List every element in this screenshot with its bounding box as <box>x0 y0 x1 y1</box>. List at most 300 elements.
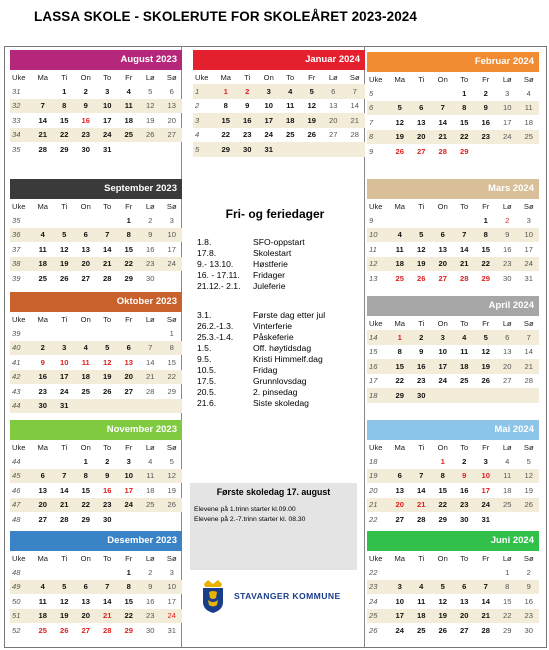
day-cell: 11 <box>417 596 426 606</box>
legend-text: SFO-oppstart <box>253 237 305 247</box>
week-row <box>367 469 539 484</box>
first-day-info <box>190 483 357 570</box>
week-number: 31 <box>12 86 21 96</box>
day-cell: 2 <box>105 456 110 466</box>
week-number: 48 <box>12 514 21 524</box>
month-calendar <box>367 531 539 638</box>
day-cell: 3 <box>266 86 271 96</box>
weekday-label: Ti <box>61 553 68 563</box>
day-cell: 8 <box>83 471 88 481</box>
day-cell: 27 <box>460 625 469 635</box>
day-cell: 5 <box>483 332 488 342</box>
day-cell: 28 <box>460 273 469 283</box>
weekday-header <box>10 551 182 565</box>
legend-item <box>190 376 360 387</box>
day-cell: 11 <box>460 347 469 357</box>
day-cell: 26 <box>167 500 176 510</box>
day-cell: 15 <box>481 244 490 254</box>
day-cell: 20 <box>167 115 176 125</box>
week-number: 9 <box>369 146 374 156</box>
day-cell: 21 <box>524 361 533 371</box>
weekday-label: Ti <box>418 442 425 452</box>
day-cell: 6 <box>169 86 174 96</box>
weekday-label: Lø <box>502 553 512 563</box>
legend-text: Kristi Himmelf.dag <box>253 354 323 364</box>
day-cell: 11 <box>81 357 90 367</box>
day-cell: 22 <box>124 611 133 621</box>
day-cell: 16 <box>146 596 155 606</box>
legend-text: Juleferie <box>253 281 286 291</box>
weekday-label: Ti <box>418 201 425 211</box>
day-cell: 18 <box>81 372 90 382</box>
day-cell: 19 <box>307 115 316 125</box>
weekday-label: Ti <box>61 201 68 211</box>
day-cell: 4 <box>526 88 531 98</box>
weekday-label: Sø <box>523 442 534 452</box>
day-cell: 9 <box>83 101 88 111</box>
weekday-label: Uke <box>369 442 383 452</box>
day-cell: 29 <box>81 514 90 524</box>
weekday-label: Sø <box>166 553 177 563</box>
month-header: Oktober 2023 <box>10 292 182 312</box>
day-cell: 17 <box>438 361 447 371</box>
day-cell: 8 <box>505 582 510 592</box>
week-row <box>10 228 182 243</box>
legend-text: 2. pinsedag <box>253 387 298 397</box>
legend-date: 17.8. <box>197 248 217 258</box>
week-row <box>367 345 539 360</box>
week-number: 17 <box>369 376 378 386</box>
day-cell: 24 <box>438 376 447 386</box>
weekday-label: Ma <box>37 553 49 563</box>
month-calendar <box>10 420 182 527</box>
weekday-label: Lø <box>502 201 512 211</box>
day-cell: 3 <box>169 215 174 225</box>
day-cell: 1 <box>440 456 445 466</box>
week-number: 20 <box>369 485 378 495</box>
week-row <box>10 242 182 257</box>
day-cell: 29 <box>395 390 404 400</box>
day-cell: 28 <box>38 144 47 154</box>
week-number: 48 <box>12 567 21 577</box>
day-cell: 2 <box>505 215 510 225</box>
logo-text: STAVANGER KOMMUNE <box>234 591 341 601</box>
legend-text: Fridag <box>253 365 278 375</box>
day-cell: 21 <box>103 611 112 621</box>
week-number: 21 <box>369 500 378 510</box>
day-cell: 9 <box>483 103 488 113</box>
day-cell: 28 <box>146 386 155 396</box>
week-row <box>193 84 365 99</box>
day-cell: 16 <box>460 485 469 495</box>
week-number: 35 <box>12 215 21 225</box>
weekday-label: Ti <box>244 72 251 82</box>
day-cell: 5 <box>169 456 174 466</box>
week-number: 44 <box>12 401 21 411</box>
week-number: 35 <box>12 144 21 154</box>
day-cell: 7 <box>105 582 110 592</box>
day-cell: 9 <box>148 582 153 592</box>
week-row <box>367 498 539 513</box>
day-cell: 13 <box>167 101 176 111</box>
month-header: Mai 2024 <box>367 420 539 440</box>
week-number: 13 <box>369 273 378 283</box>
legend-date: 9.5. <box>197 354 212 364</box>
day-cell: 30 <box>146 625 155 635</box>
day-cell: 18 <box>124 115 133 125</box>
week-number: 36 <box>12 230 21 240</box>
day-cell: 20 <box>81 259 90 269</box>
week-row <box>367 580 539 595</box>
legend-text: Påskeferie <box>253 332 294 342</box>
day-cell: 25 <box>503 500 512 510</box>
day-cell: 21 <box>438 132 447 142</box>
weekday-label: Fr <box>482 553 490 563</box>
day-cell: 2 <box>40 343 45 353</box>
week-number: 47 <box>12 500 21 510</box>
day-cell: 25 <box>460 376 469 386</box>
week-row <box>367 130 539 145</box>
day-cell: 18 <box>417 611 426 621</box>
week-row <box>10 213 182 228</box>
day-cell: 25 <box>124 130 133 140</box>
day-cell: 11 <box>38 244 47 254</box>
day-cell: 8 <box>397 347 402 357</box>
legend-item <box>190 387 360 398</box>
weekday-label: On <box>80 314 91 324</box>
day-cell: 6 <box>505 332 510 342</box>
week-number: 45 <box>12 471 21 481</box>
day-cell: 6 <box>397 471 402 481</box>
day-cell: 14 <box>38 115 47 125</box>
day-cell: 26 <box>60 625 69 635</box>
day-cell: 13 <box>395 485 404 495</box>
day-cell: 2 <box>462 456 467 466</box>
weekday-label: To <box>103 442 112 452</box>
day-cell: 15 <box>124 244 133 254</box>
day-cell: 8 <box>169 343 174 353</box>
legend-text: Off. høytidsdag <box>253 343 312 353</box>
week-row <box>10 498 182 513</box>
legend-date: 1.8. <box>197 237 212 247</box>
week-row <box>367 144 539 159</box>
day-cell: 6 <box>440 230 445 240</box>
month-calendar <box>367 296 539 403</box>
week-row <box>367 115 539 130</box>
day-cell: 13 <box>38 485 47 495</box>
day-cell: 1 <box>126 215 131 225</box>
day-cell: 25 <box>286 130 295 140</box>
week-row <box>10 128 182 143</box>
week-number: 49 <box>12 582 21 592</box>
day-cell: 28 <box>417 514 426 524</box>
day-cell: 4 <box>462 332 467 342</box>
weekday-label: Uke <box>12 553 26 563</box>
week-number: 23 <box>369 582 378 592</box>
day-cell: 5 <box>526 456 531 466</box>
week-number: 4 <box>195 130 200 140</box>
month-calendar <box>367 179 539 286</box>
day-cell: 13 <box>417 117 426 127</box>
day-cell: 30 <box>503 273 512 283</box>
weekday-header <box>10 312 182 326</box>
month-calendar <box>367 52 539 159</box>
day-cell: 21 <box>350 115 359 125</box>
day-cell: 19 <box>60 259 69 269</box>
day-cell: 8 <box>462 103 467 113</box>
week-number: 11 <box>369 244 377 254</box>
day-cell: 13 <box>460 596 469 606</box>
weekday-label: On <box>437 318 448 328</box>
legend-text: Siste skoledag <box>253 398 309 408</box>
legend-item <box>190 310 360 321</box>
week-row <box>10 565 182 580</box>
day-cell: 19 <box>524 485 533 495</box>
day-cell: 12 <box>307 101 316 111</box>
day-cell: 2 <box>245 86 250 96</box>
week-number: 43 <box>12 386 21 396</box>
day-cell: 20 <box>395 500 404 510</box>
day-cell: 25 <box>38 625 47 635</box>
legend-text: Første dag etter jul <box>253 310 326 320</box>
week-number: 50 <box>12 596 21 606</box>
day-cell: 5 <box>62 582 67 592</box>
weekday-label: Ma <box>37 201 49 211</box>
weekday-label: Fr <box>482 201 490 211</box>
week-number: 46 <box>12 485 21 495</box>
weekday-label: Sø <box>166 442 177 452</box>
day-cell: 15 <box>503 596 512 606</box>
day-cell: 18 <box>38 611 47 621</box>
day-cell: 20 <box>417 132 426 142</box>
day-cell: 9 <box>462 471 467 481</box>
day-cell: 15 <box>395 361 404 371</box>
day-cell: 22 <box>60 130 69 140</box>
weekday-label: Lø <box>145 553 155 563</box>
day-cell: 11 <box>503 471 512 481</box>
day-cell: 18 <box>286 115 295 125</box>
weekday-label: Fr <box>125 314 133 324</box>
day-cell: 20 <box>438 259 447 269</box>
week-number: 10 <box>369 230 378 240</box>
day-cell: 22 <box>503 611 512 621</box>
day-cell: 7 <box>483 582 488 592</box>
day-cell: 11 <box>286 101 295 111</box>
day-cell: 14 <box>460 244 469 254</box>
day-cell: 27 <box>81 273 90 283</box>
legend-date: 17.5. <box>197 376 217 386</box>
legend-text: Skolestart <box>253 248 292 258</box>
day-cell: 9 <box>245 101 250 111</box>
day-cell: 30 <box>81 144 90 154</box>
legend-text: Fridager <box>253 270 285 280</box>
weekday-label: Fr <box>482 318 490 328</box>
day-cell: 25 <box>38 273 47 283</box>
weekday-label: Uke <box>12 442 26 452</box>
weekday-label: Lø <box>145 442 155 452</box>
day-cell: 23 <box>524 611 533 621</box>
day-cell: 23 <box>481 132 490 142</box>
week-row <box>10 580 182 595</box>
day-cell: 31 <box>167 625 176 635</box>
day-cell: 4 <box>148 456 153 466</box>
legend-date: 9.- 13.10. <box>197 259 234 269</box>
day-cell: 21 <box>481 611 490 621</box>
weekday-label: To <box>460 318 469 328</box>
weekday-label: To <box>103 201 112 211</box>
weekday-label: On <box>437 553 448 563</box>
weekday-label: To <box>460 553 469 563</box>
weekday-label: Ma <box>220 72 232 82</box>
day-cell: 24 <box>103 130 112 140</box>
day-cell: 4 <box>40 230 45 240</box>
weekday-header <box>10 440 182 454</box>
day-cell: 29 <box>481 273 490 283</box>
day-cell: 27 <box>38 514 47 524</box>
day-cell: 23 <box>503 259 512 269</box>
day-cell: 14 <box>481 596 490 606</box>
day-cell: 29 <box>124 273 133 283</box>
legend-text: Høstferie <box>253 259 288 269</box>
info-line-1: Elevene på 1.trinn starter kl.09.00 <box>194 506 296 513</box>
day-cell: 4 <box>83 343 88 353</box>
weekday-header <box>367 199 539 213</box>
day-cell: 19 <box>103 372 112 382</box>
day-cell: 17 <box>103 115 112 125</box>
month-calendar <box>10 292 182 413</box>
legend-item <box>190 281 360 292</box>
day-cell: 10 <box>524 230 533 240</box>
day-cell: 8 <box>223 101 228 111</box>
info-line-2: Elevene på 2.-7.trinn starter kl. 08.30 <box>194 516 306 523</box>
day-cell: 24 <box>481 500 490 510</box>
day-cell: 26 <box>60 273 69 283</box>
day-cell: 5 <box>419 230 424 240</box>
week-row <box>193 99 365 114</box>
day-cell: 5 <box>148 86 153 96</box>
day-cell: 16 <box>103 485 112 495</box>
info-heading: Første skoledag 17. august <box>216 487 331 497</box>
day-cell: 11 <box>124 101 133 111</box>
month-header: Januar 2024 <box>193 50 365 70</box>
day-cell: 23 <box>146 259 155 269</box>
month-calendar <box>193 50 365 157</box>
week-row <box>10 454 182 469</box>
week-row <box>10 355 182 370</box>
week-row <box>10 384 182 399</box>
holiday-legend <box>190 179 360 409</box>
day-cell: 24 <box>524 259 533 269</box>
week-row <box>10 370 182 385</box>
weekday-label: On <box>80 442 91 452</box>
weekday-label: On <box>80 201 91 211</box>
week-row <box>193 128 365 143</box>
day-cell: 3 <box>440 332 445 342</box>
day-cell: 20 <box>124 372 133 382</box>
day-cell: 8 <box>62 101 67 111</box>
month-calendar <box>367 420 539 527</box>
week-row <box>10 84 182 99</box>
day-cell: 19 <box>167 485 176 495</box>
month-header: Desember 2023 <box>10 531 182 551</box>
day-cell: 20 <box>329 115 338 125</box>
day-cell: 17 <box>503 117 512 127</box>
weekday-label: On <box>437 74 448 84</box>
day-cell: 23 <box>417 376 426 386</box>
week-number: 41 <box>12 357 21 367</box>
day-cell: 21 <box>146 372 155 382</box>
day-cell: 14 <box>438 117 447 127</box>
legend-date: 21.12.- 2.1. <box>197 281 241 291</box>
legend-text: Grunnlovsdag <box>253 376 307 386</box>
day-cell: 15 <box>60 115 69 125</box>
weekday-label: Fr <box>125 442 133 452</box>
week-number: 2 <box>195 101 200 111</box>
day-cell: 22 <box>481 259 490 269</box>
day-cell: 5 <box>397 103 402 113</box>
weekday-label: Lø <box>502 442 512 452</box>
day-cell: 19 <box>60 611 69 621</box>
day-cell: 6 <box>462 582 467 592</box>
day-cell: 25 <box>395 273 404 283</box>
weekday-label: Lø <box>502 74 512 84</box>
day-cell: 29 <box>221 144 230 154</box>
day-cell: 28 <box>350 130 359 140</box>
day-cell: 10 <box>503 103 512 113</box>
legend-item <box>190 270 360 281</box>
day-cell: 14 <box>417 485 426 495</box>
day-cell: 30 <box>417 390 426 400</box>
day-cell: 25 <box>146 500 155 510</box>
week-number: 7 <box>369 117 374 127</box>
day-cell: 28 <box>60 514 69 524</box>
day-cell: 5 <box>105 343 110 353</box>
legend-date: 26.2.-1.3. <box>197 321 234 331</box>
day-cell: 13 <box>124 357 133 367</box>
week-row <box>10 594 182 609</box>
weekday-label: Ma <box>37 72 49 82</box>
week-row <box>10 512 182 527</box>
weekday-label: Uke <box>12 314 26 324</box>
weekday-header <box>193 70 365 84</box>
week-row <box>367 213 539 228</box>
day-cell: 24 <box>264 130 273 140</box>
week-row <box>10 326 182 341</box>
weekday-label: Ti <box>61 72 68 82</box>
week-row <box>367 257 539 272</box>
day-cell: 2 <box>526 567 531 577</box>
day-cell: 22 <box>167 372 176 382</box>
weekday-label: Lø <box>145 314 155 324</box>
day-cell: 26 <box>481 376 490 386</box>
day-cell: 10 <box>438 347 447 357</box>
day-cell: 16 <box>417 361 426 371</box>
day-cell: 25 <box>524 132 533 142</box>
day-cell: 24 <box>167 259 176 269</box>
week-number: 22 <box>369 567 378 577</box>
day-cell: 18 <box>460 361 469 371</box>
day-cell: 16 <box>146 244 155 254</box>
week-number: 5 <box>369 88 374 98</box>
week-number: 52 <box>12 625 21 635</box>
month-header: Februar 2024 <box>367 52 539 72</box>
day-cell: 19 <box>417 259 426 269</box>
day-cell: 2 <box>483 88 488 98</box>
day-cell: 23 <box>103 500 112 510</box>
day-cell: 6 <box>83 230 88 240</box>
weekday-label: Uke <box>195 72 209 82</box>
day-cell: 26 <box>103 386 112 396</box>
